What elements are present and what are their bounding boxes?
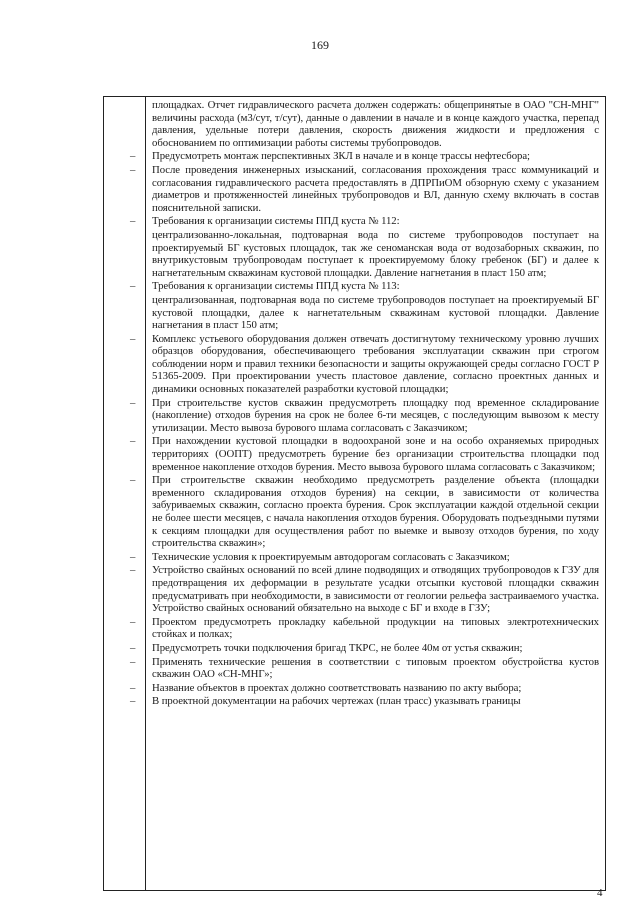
paragraph: [152, 99, 599, 149]
paragraph: [130, 435, 599, 473]
paragraph-text: централизованно-локальная, подтоварная вода по системе трубопроводов поступает на проектируемый БГ кустовых площадок, так же сеноманская вода от водозаборных скважин, по внутрикустовым трубопроводам поступает к проектируемому блоку гребенок (БГ) и далее к нагнетательным скважинам кустовой площадки. Давление нагнетания в пласт 150 атм;: [152, 228, 599, 279]
bullet-dash: –: [130, 280, 136, 293]
paragraph: [130, 655, 599, 681]
paragraph: [130, 280, 599, 293]
paragraph: [130, 163, 599, 214]
paragraph: [130, 695, 599, 708]
bullet-dash: –: [130, 435, 136, 448]
paragraph: [130, 550, 599, 564]
paragraph: [130, 564, 599, 615]
requirements-table: [103, 96, 606, 891]
bullet-dash: –: [130, 550, 136, 563]
paragraph-text: Проектом предусмотреть прокладку кабельной продукции на типовых электротехнических стойках и полках;: [152, 615, 599, 641]
paragraph: [130, 615, 599, 641]
paragraph-text: При строительстве скважин необходимо предусмотреть разделение объекта (площадки временного складирования отходов бурения) на секции, в зависимости от количества забуриваемых скважин, согласно проекта бурения. Срок эксплуатации каждой отдельной секции не более шести месяцев, с начала накопления отходов бурения. Оборудовать подъездными путями к секциям площадки для осуществления работ по выемке и вывозу отходов бурения, по ходу строительства скважин»;: [152, 474, 599, 550]
paragraph-text: В проектной документации на рабочих чертежах (план трасс) указывать границы: [152, 695, 521, 708]
bullet-dash: –: [130, 163, 136, 176]
paragraph: [130, 474, 599, 550]
page-number: 169: [311, 38, 329, 52]
bullet-dash: –: [130, 215, 136, 228]
paragraph-text: Требования к организации системы ППД куста № 113:: [152, 280, 400, 293]
paragraph-text: площадках. Отчет гидравлического расчета должен содержать: общепринятые в ОАО "СН-МНГ" величины расхода (м3/сут, т/сут), данные о давлении в начале и в конце каждого участка, перепад давления, удельные потери давления, скорость движения жидкости и предложения с обоснованием по оптимизации работы системы трубопроводов.: [152, 99, 599, 149]
column-divider: [145, 97, 146, 890]
bullet-dash: –: [130, 695, 136, 708]
paragraph-text: Технические условия к проектируемым автодорогам согласовать с Заказчиком;: [152, 550, 510, 563]
bullet-dash: –: [130, 641, 136, 654]
paragraph-text: Предусмотреть монтаж перспективных ЗКЛ в начале и в конце трассы нефтесбора;: [152, 150, 530, 163]
paragraph-text: Предусмотреть точки подключения бригад ТКРС, не более 40м от устья скважин;: [152, 641, 523, 654]
paragraph: [130, 150, 599, 163]
paragraph: [152, 294, 599, 332]
paragraph-text: После проведения инженерных изысканий, согласования прохождения трасс коммуникаций и согласования гидравлического расчета предоставлять в ДПРПиОМ обзорную схему с указанием диаметров и протяженностей линейных трубопроводов и ВЛ, данную схему включать в состав пояснительной записки.: [152, 163, 599, 214]
footer-page-mark: 4: [597, 887, 603, 899]
bullet-dash: –: [130, 150, 136, 163]
paragraph-text: Применять технические решения в соответствии с типовым проектом обустройства кустов скважин ОАО «СН-МНГ»;: [152, 655, 599, 681]
paragraph: [130, 396, 599, 435]
paragraph-text: Комплекс устьевого оборудования должен отвечать достигнутому техническому уровню лучших образцов оборудования, обеспечивающего требования эксплуатации скважин при строгом соблюдении норм и правил техники безопасности и защиты окружающей среды согласно ГОСТ Р 51365-2009. При проектировании учесть пластовое давление, согласно проектных данных и динамики основных показателей разработки кустовой площадки;: [152, 332, 599, 396]
bullet-dash: –: [130, 474, 136, 487]
paragraph: [130, 641, 599, 655]
paragraph-text: При нахождении кустовой площадки в водоохраной зоне и на особо охраняемых природных территориях (ООПТ) предусмотреть бурение без организации строительства площадки под временное накопление отходов бурения. Место вывоза бурового шлама согласовать с Заказчиком;: [152, 435, 599, 473]
bullet-dash: –: [130, 564, 136, 577]
paragraph: [152, 229, 599, 279]
requirements-text: [130, 99, 599, 709]
bullet-dash: –: [130, 332, 136, 345]
bullet-dash: –: [130, 615, 136, 628]
paragraph-text: Требования к организации системы ППД куста № 112:: [152, 215, 400, 228]
paragraph-text: При строительстве кустов скважин предусмотреть площадку под временное складирование (накопление) отходов бурения на срок не более 6-ти месяцев, с последующим вывозом к месту утилизации. Место вывоза бурового шлама согласовать с Заказчиком;: [152, 396, 599, 434]
bullet-dash: –: [130, 396, 136, 409]
paragraph: [130, 332, 599, 396]
paragraph-text: Устройство свайных оснований по всей длине подводящих и отводящих трубопроводов к ГЗУ для предотвращения их деформации в результате усадки отсыпки кустовой площадки скважин предусматривать при необходимости, в зависимости от геологии рельефа застраиваемого участка. Устройство свайных оснований обязательно на выходе с БГ и входе в ГЗУ;: [152, 564, 599, 615]
paragraph-text: Название объектов в проектах должно соответствовать названию по акту выбора;: [152, 681, 522, 694]
bullet-dash: –: [130, 655, 136, 668]
paragraph-text: централизованная, подтоварная вода по системе трубопроводов поступает на проектируемый БГ кустовой площадки, далее к нагнетательным скважинам кустовой площадки. Давление нагнетания в пласт 150 атм;: [152, 293, 599, 332]
bullet-dash: –: [130, 681, 136, 694]
paragraph: [130, 681, 599, 695]
paragraph: [130, 215, 599, 228]
